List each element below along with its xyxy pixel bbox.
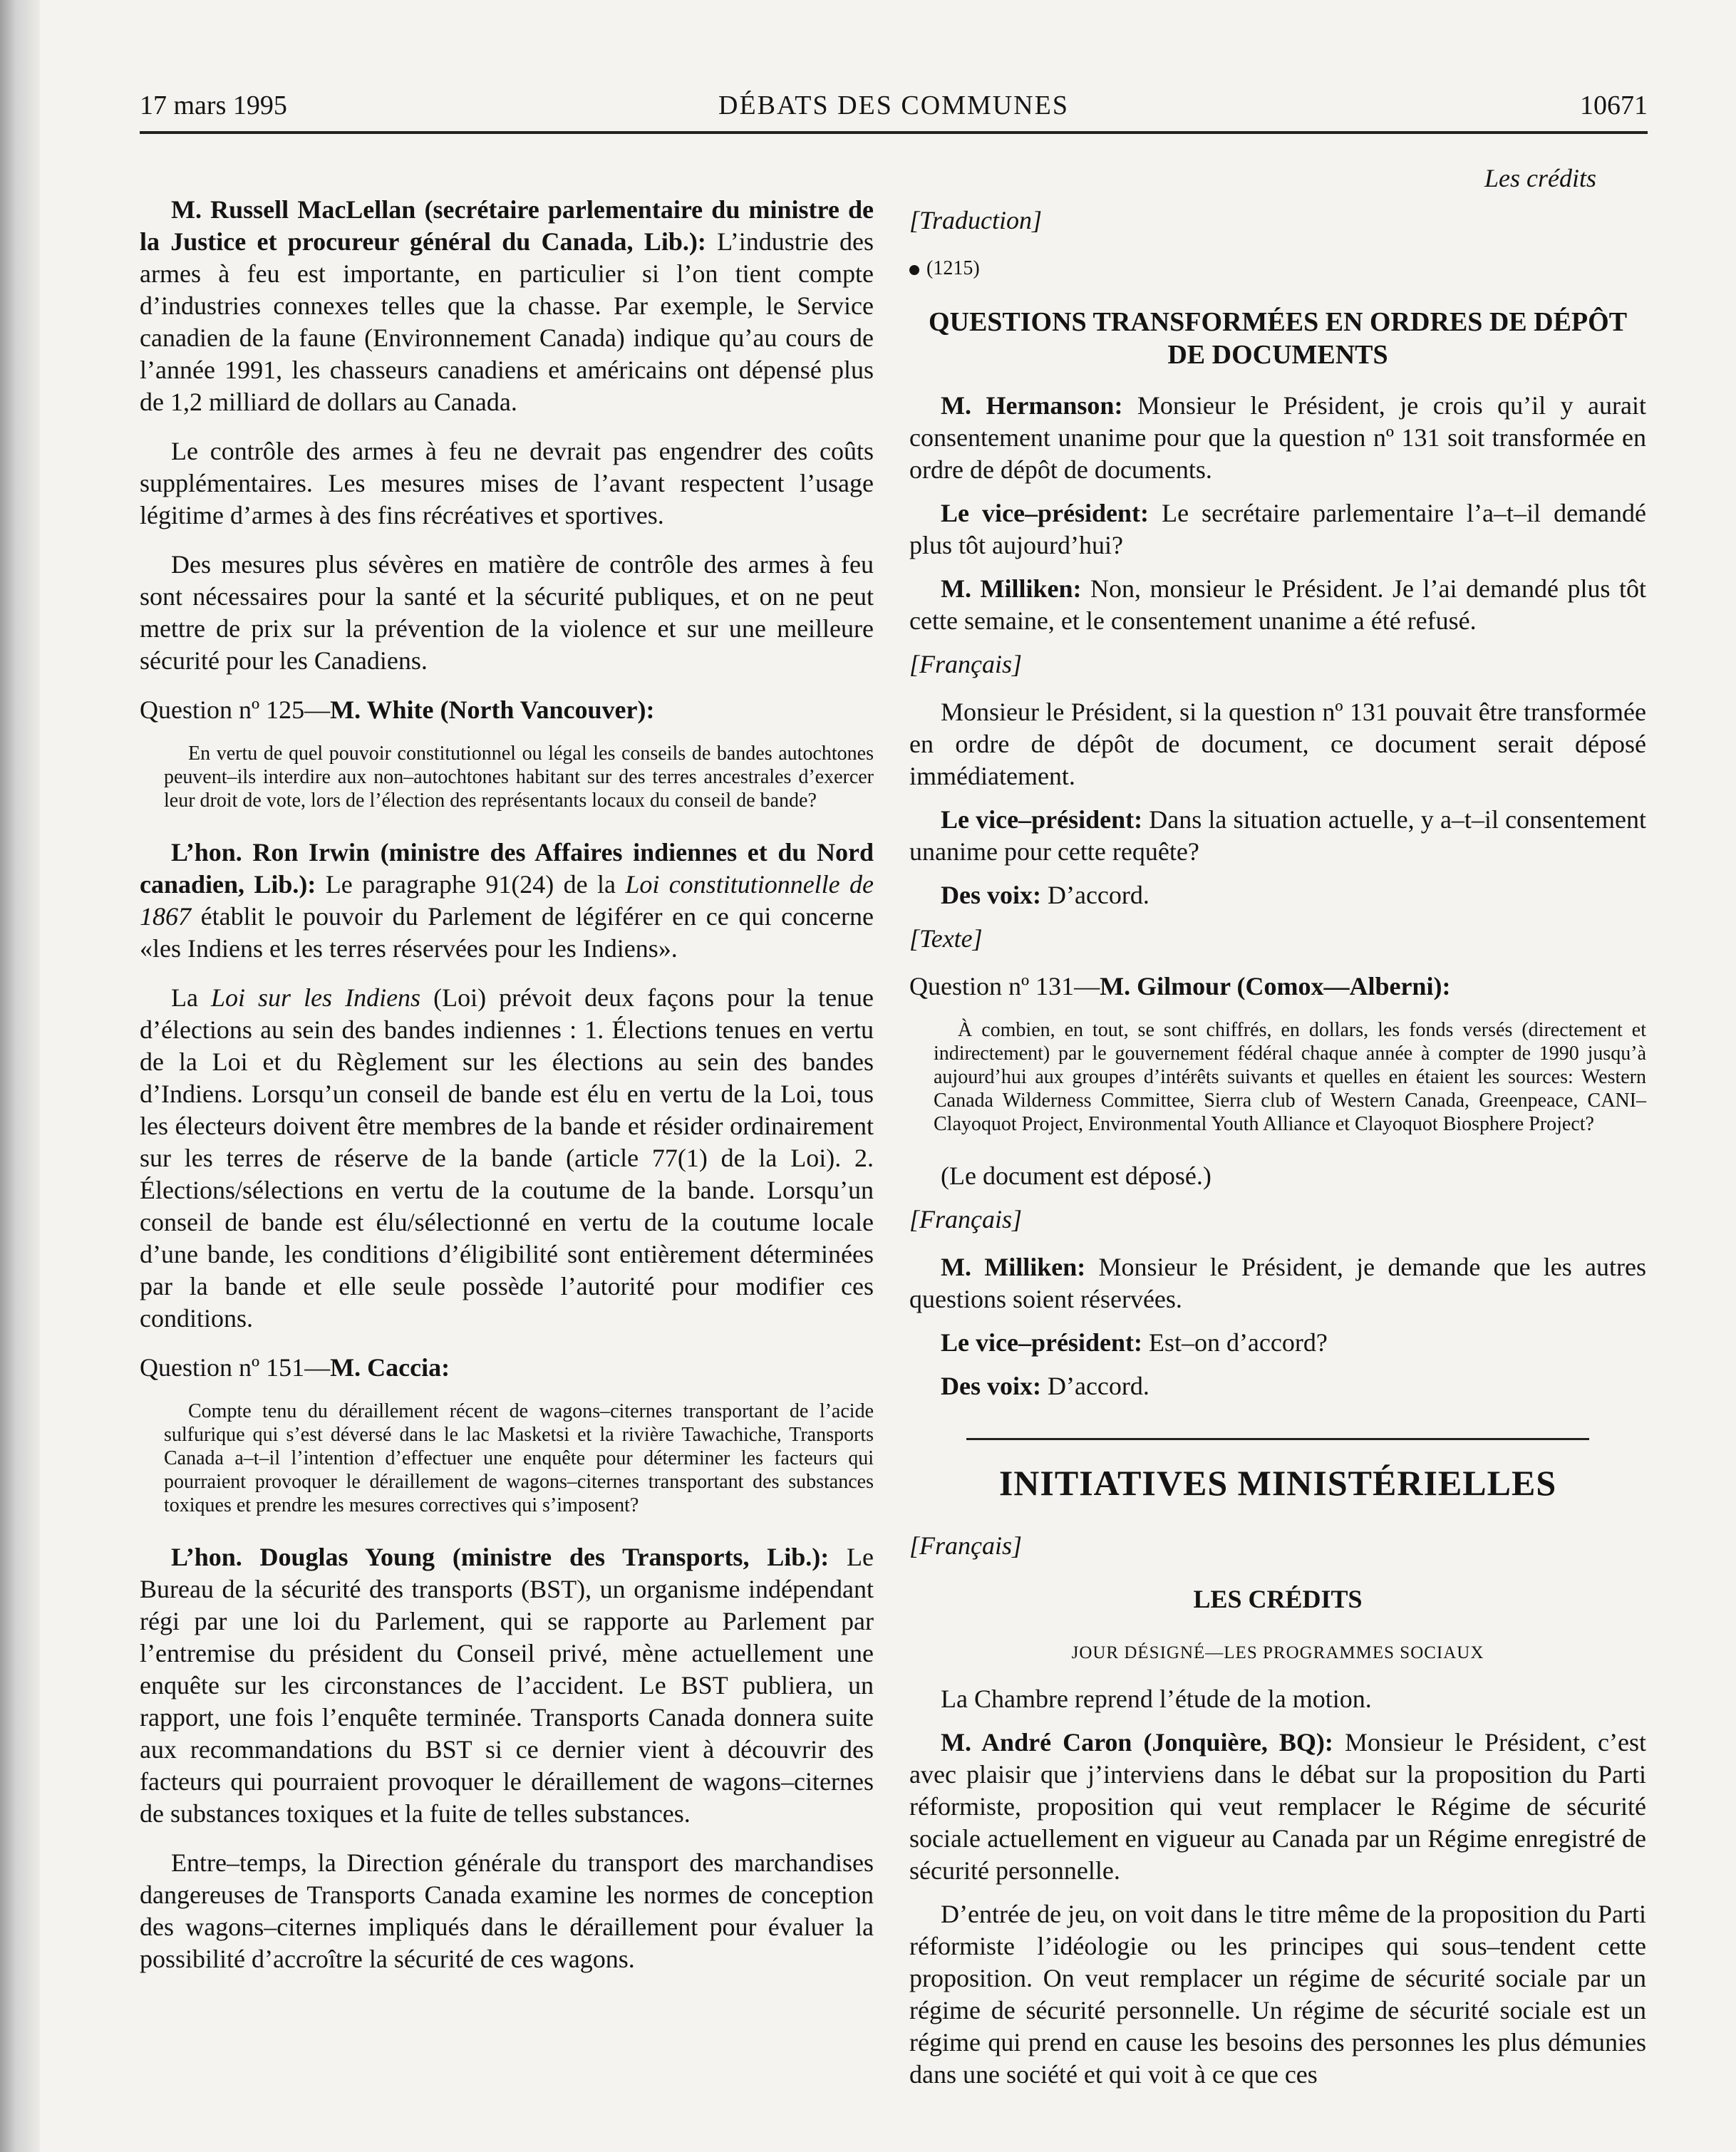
language-tag: [Traduction] — [909, 206, 1043, 234]
paragraph: D’entrée de jeu, on voit dans le titre même de la proposition du Parti réformiste l’idéologie ou les principes qui sous–tendent cette proposition. On veut remplacer un régime de sécurité sociale par un régime de sécurité personnelle. Un régime de sécurité sociale est un régime qui prend en cause les besoins des personnes les plus démunies dans une société et qui voit à ce que ces — [909, 1900, 1646, 2089]
paragraph-hermanson — [909, 390, 1646, 486]
speech-text: D’accord. — [1047, 1372, 1149, 1400]
section-heading-questions: QUESTIONS TRANSFORMÉES EN ORDRES DE DÉPÔT DE DOCUMENTS — [928, 307, 1628, 370]
left-column — [140, 194, 874, 1992]
right-column — [909, 162, 1646, 2102]
paragraph-milliken — [909, 573, 1646, 637]
speech-text: Le secrétaire parlementaire l’a–t–il demandé plus tôt aujourd’hui? — [909, 499, 1647, 559]
time-stamp — [909, 252, 1646, 284]
paragraph: Monsieur le Président, si la question nº 131 pouvait être transformée en ordre de dépôt de document, ce document serait déposé immédiatement. — [909, 698, 1646, 790]
question-member: M. Gilmour (Comox—Alberni): — [1100, 972, 1451, 1000]
header-date: 17 mars 1995 — [140, 90, 287, 120]
speech-text: établit le pouvoir du Parlement de légiférer en ce qui concerne «les Indiens et les terres réservées pour les Indiens». — [140, 902, 874, 963]
speech-text: (Loi) prévoit deux façons pour la tenue d’élections au sein des bandes indiennes : 1. Élections tenues en vertu de la Loi et du Règlement sur les élections au sein des bandes d’Indiens. Lorsqu’un conseil de bande est élu en vertu de la Loi, tous les électeurs doivent être membres de la bande et résider ordinairement sur les terres de réserve de la bande (article 77(1) de la Loi). 2. Élections/sélections en vertu de la coutume de la bande. Lorsqu’un conseil de bande est élu/sélectionné en vertu de la coutume locale d’une bande, les conditions d’éligibilité sont entièrement déterminées par la bande et elle seule possède l’autorité pour modifier ces conditions. — [140, 983, 874, 1333]
language-tag: [Français] — [909, 1531, 1023, 1560]
speech-text: Le paragraphe 91(24) de la — [325, 870, 616, 899]
speech-text-italic: Loi constitutionnelle de 1867 — [140, 870, 874, 931]
speaker-name: L’hon. Douglas Young (ministre des Transports, Lib.): — [171, 1543, 830, 1571]
question-heading-151 — [140, 1352, 874, 1384]
header-page-number: 10671 — [1580, 90, 1648, 120]
paragraph-irwin — [140, 837, 874, 965]
paragraph: Entre–temps, la Direction générale du transport des marchandises dangereuses de Transports Canada examine les normes de conception des wagons–citernes impliqués dans le déraillement pour évaluer la possibilité d’accroître la sécurité de ces wagons. — [140, 1848, 874, 1973]
paragraph-caron — [909, 1727, 1646, 1887]
speech-text: Le Bureau de la sécurité des transports (BST), un organisme indépendant régi par une loi du Parlement, qui se rapporte au Parlement par l’entremise du président du Conseil privé, mène actuellement une enquête sur les circonstances de l’accident. Le BST publiera, un rapport, une fois l’enquête terminée. Transports Canada donnera suite aux recommandations du BST si ce dernier vient à découvrir des facteurs qui pourraient provoquer le déraillement de wagons–citernes de substances toxiques et la fuite de telles substances. — [140, 1543, 874, 1828]
scan-edge-shadow — [0, 0, 40, 2152]
speech-text: Monsieur le Président, je demande que les autres questions soient réservées. — [909, 1253, 1647, 1313]
speaker-name: M. Milliken: — [941, 1253, 1086, 1281]
question-text-131: À combien, en tout, se sont chiffrés, en dollars, les fonds versés (directement et indirectement) par le gouvernement fédéral chaque année à compter de 1990 jusqu’à aujourd’hui aux groupes d’intérêts suivants et quelles en étaient les sources: Western Canada Wilderness Committee, Sierra club of Western Canada, Greenpeace, CANI–Clayoquot Project, Environmental Youth Alliance et Clayoquot Biosphere Project? — [934, 1019, 1646, 1135]
section-heading-initiatives: INITIATIVES MINISTÉRIELLES — [998, 1463, 1557, 1503]
speech-text: L’industrie des armes à feu est importante, en particulier si l’on tient compte d’industries connexes telles que la chasse. Par exemple, le Service canadien de la faune (Environnement Canada) indique qu’au cours de l’année 1991, les chasseurs canadiens et américains ont dépensé plus de 1,2 milliard de dollars au Canada. — [140, 227, 874, 416]
question-label: Question nº 131— — [909, 972, 1100, 1000]
language-tag: [Français] — [909, 650, 1023, 678]
question-text-151: Compte tenu du déraillement récent de wagons–citernes transportant de l’acide sulfurique qui s’est déversé dans le lac Masketsi et la rivière Tawachiche, Transports Canada a–t–il l’intention d’effectuer une enquête pour déterminer les facteurs qui pourraient provoquer le déraillement de wagons–citernes transportant des substances toxiques et prendre les mesures correctives qui s’imposent? — [164, 1400, 874, 1516]
paragraph-vice-president — [909, 1327, 1646, 1359]
speech-text: Monsieur le Président, c’est avec plaisir que j’interviens dans le débat sur la proposition du Parti réformiste, proposition qui veut remplacer le Régime de sécurité sociale actuellement en vigueur au Canada par un Régime enregistré de sécurité personnelle. — [909, 1728, 1647, 1885]
speaker-name: Le vice–président: — [941, 805, 1143, 834]
header-rule — [140, 131, 1648, 134]
speaker-name: M. Milliken: — [941, 574, 1082, 603]
paragraph-voices — [909, 879, 1646, 911]
speaker-name: Le vice–président: — [941, 499, 1149, 527]
question-member: M. Caccia: — [330, 1353, 450, 1382]
question-label: Question nº 151— — [140, 1353, 331, 1382]
paragraph-young — [140, 1541, 874, 1830]
speech-text: Monsieur le Président, je crois qu’il y aurait consentement unanime pour que la question nº 131 soit transformée en ordre de dépôt de documents. — [909, 391, 1647, 484]
question-text-125: En vertu de quel pouvoir constitutionnel ou légal les conseils de bandes autochtones peuvent–ils interdire aux non–autochtones habitant sur des terres ancestrales d’exercer leur droit de vote, lors de l’élection des représentants locaux du conseil de bande? — [164, 743, 874, 812]
language-tag: [Français] — [909, 1205, 1023, 1233]
time-text: (1215) — [926, 257, 980, 279]
running-head: Les crédits — [1484, 164, 1596, 192]
page-header — [140, 80, 1648, 131]
paragraph-vice-president — [909, 497, 1646, 562]
question-member: M. White (North Vancouver): — [330, 695, 655, 724]
speaker-name: M. Russell MacLellan (secrétaire parlementaire du ministre de la Justice et procureur général du Canada, Lib.): — [140, 195, 874, 256]
paragraph-maclellan — [140, 194, 874, 418]
speech-text: La — [171, 983, 198, 1012]
speaker-name: L’hon. Ron Irwin (ministre des Affaires indiennes et du Nord canadien, Lib.): — [140, 838, 874, 899]
speaker-name: Le vice–président: — [941, 1328, 1142, 1357]
paragraph-loi — [140, 982, 874, 1335]
speech-text: Non, monsieur le Président. Je l’ai demandé plus tôt cette semaine, et le consentement unanime a été refusé. — [909, 574, 1646, 635]
speech-text-italic: Loi sur les Indiens — [211, 983, 421, 1012]
language-tag: [Texte] — [909, 924, 983, 953]
question-heading-131 — [909, 971, 1646, 1003]
speaker-name: Des voix: — [941, 881, 1041, 909]
section-rule — [966, 1438, 1589, 1440]
paragraph-depose: (Le document est déposé.) — [941, 1162, 1211, 1190]
speaker-name: Des voix: — [941, 1372, 1041, 1400]
bullet-icon — [909, 265, 919, 275]
section-subheading: JOUR DÉSIGNÉ—LES PROGRAMMES SOCIAUX — [1071, 1643, 1484, 1662]
paragraph: Des mesures plus sévères en matière de contrôle des armes à feu sont nécessaires pour la santé et la sécurité publiques, et on ne peut mettre de prix sur la prévention de la violence et sur une meilleure sécurité pour les Canadiens. — [140, 550, 874, 675]
header-title: DÉBATS DES COMMUNES — [718, 90, 1069, 120]
speaker-name: M. André Caron (Jonquière, BQ): — [941, 1728, 1333, 1757]
paragraph: Le contrôle des armes à feu ne devrait pas engendrer des coûts supplémentaires. Les mesures mises de l’avant respectent l’usage légitime d’armes à des fins récréatives et sportives. — [140, 437, 874, 529]
paragraph-milliken — [909, 1251, 1646, 1315]
speech-text: D’accord. — [1047, 881, 1149, 909]
question-heading-125 — [140, 694, 874, 726]
speech-text: Est–on d’accord? — [1148, 1328, 1328, 1357]
paragraph-vice-president — [909, 804, 1646, 868]
section-heading-credits: LES CRÉDITS — [1193, 1585, 1363, 1613]
paragraph-voices — [909, 1370, 1646, 1402]
paragraph: La Chambre reprend l’étude de la motion. — [941, 1685, 1372, 1713]
speaker-name: M. Hermanson: — [941, 391, 1123, 420]
question-label: Question nº 125— — [140, 695, 331, 724]
speech-text: Dans la situation actuelle, y a–t–il consentement unanime pour cette requête? — [909, 805, 1647, 866]
